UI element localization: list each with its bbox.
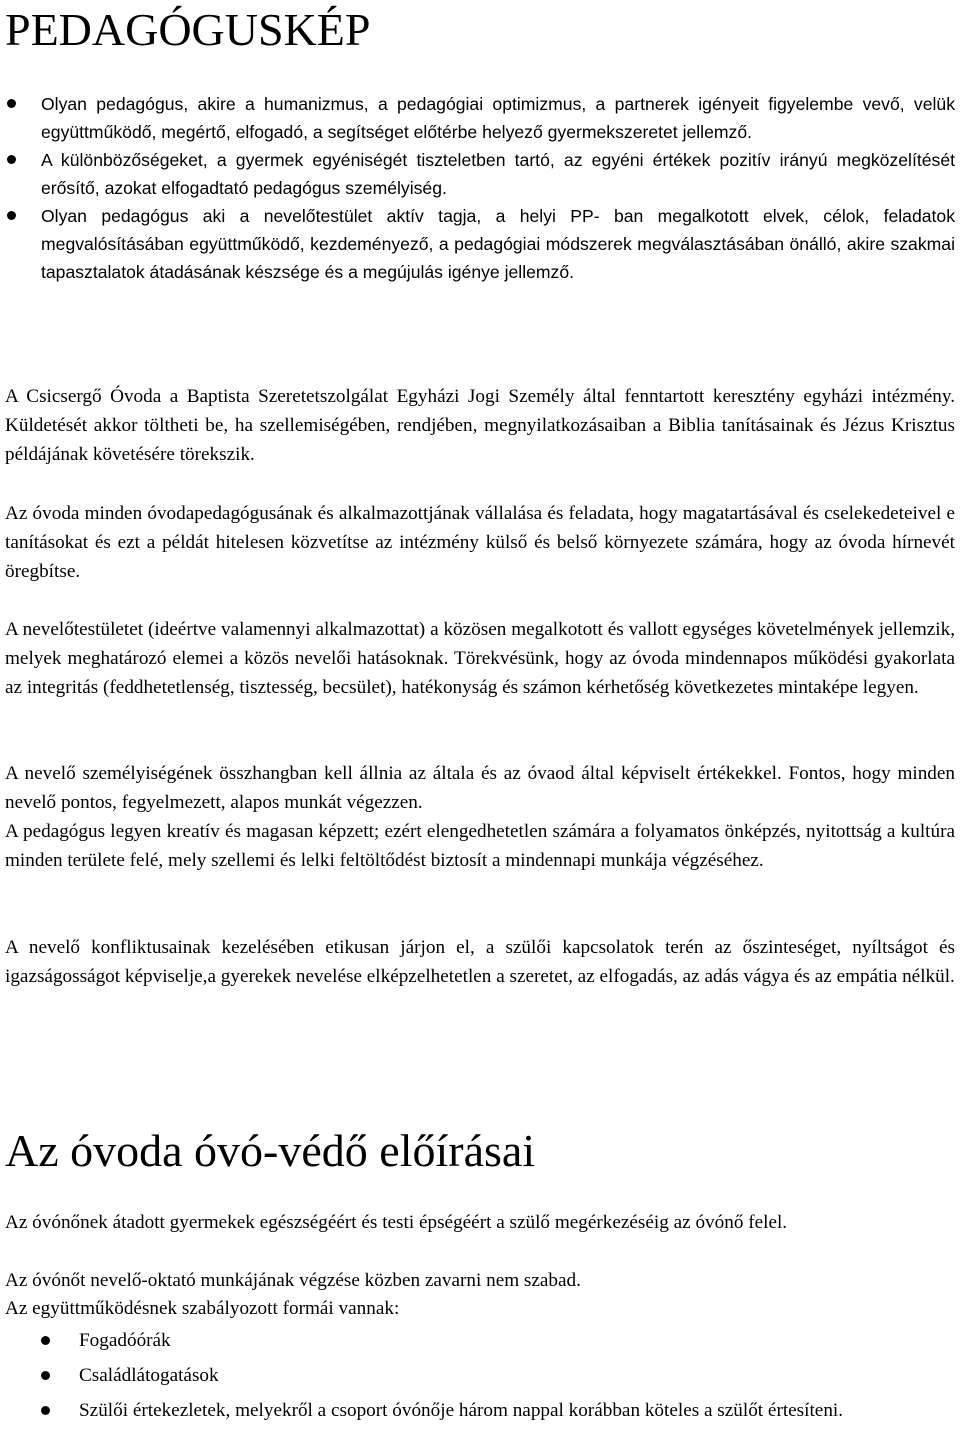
paragraph-creativity: A pedagógus legyen kreatív és magasan képzett; ezért elengedhetetlen számára a folyamatos önképzés, nyitottság a kultúra minden területe felé, mely szellemi és lelki feltöltődést biztosít a mindennapi munkája végzéséhez. <box>5 821 955 871</box>
cooperation-forms-list <box>0 1326 960 1431</box>
section-heading: Az óvoda óvó-védő előírásai <box>5 1125 536 1176</box>
paragraph-conflicts: A nevelő konfliktusainak kezelésében etikusan járjon el, a szülői kapcsolatok terén az őszinteséget, nyíltságot és igazságosságot képviselje,a gyerekek nevelése elképzelhetetlen a szeretet, az elfogadás, az adás vágya és az empátia nélkül. <box>5 937 955 987</box>
list-item-text: Szülői értekezletek, melyekről a csoport óvónője három nappal korábban köteles a szülőt értesíteni. <box>79 1400 844 1421</box>
list-item-text: Olyan pedagógus aki a nevelőtestület aktív tagja, a helyi PP- ban megalkotott elvek, célok, feladatok megvalósításában együttműködő, kezdeményező, a pedagógiai módszerek megválasztásában önálló, akire szakmai tapasztalatok átadásának készsége és a megújulás igénye jellemző. <box>41 206 955 282</box>
bullet-icon <box>7 99 16 108</box>
list-item <box>0 1326 960 1355</box>
paragraph-disturbance: Az óvónőt nevelő-oktató munkájának végzése közben zavarni nem szabad. <box>5 1270 581 1291</box>
bullet-icon <box>41 1336 50 1345</box>
pedagogue-traits-list <box>0 90 960 286</box>
list-item <box>0 1361 960 1390</box>
list-item <box>0 90 960 146</box>
bullet-icon <box>41 1406 50 1415</box>
bullet-icon <box>41 1371 50 1380</box>
list-item-text: Olyan pedagógus, akire a humanizmus, a pedagógiai optimizmus, a partnerek igényeit figyelembe vevő, velük együttműködő, megértő, elfogadó, a segítséget előtérbe helyező gyermekszeretet jellemző. <box>41 94 955 142</box>
paragraph-commitment: Az óvoda minden óvodapedagógusának és alkalmazottjának vállalása és feladata, hogy magatartásával és cselekedeteivel e tanításokat és ezt a példát hitelesen közvetítse az intézmény külső és belső környezete számára, hogy az óvoda hírnevét öregbítse. <box>5 503 955 582</box>
list-item <box>0 1396 960 1425</box>
list-item-text: Fogadóórák <box>79 1330 171 1351</box>
paragraph-responsibility: Az óvónőnek átadott gyermekek egészségéért és testi épségéért a szülő megérkezéséig az óvónő felel. <box>5 1212 788 1233</box>
page-title: PEDAGÓGUSKÉP <box>5 4 371 55</box>
paragraph-institution: A Csicsergő Óvoda a Baptista Szeretetszolgálat Egyházi Jogi Személy által fenntartott keresztény egyházi intézmény. Küldetését akkor töltheti be, ha szellemiségében, rendjében, megnyilatkozásaiban a Biblia tanításainak és Jézus Krisztus példájának követésére törekszik. <box>5 386 955 465</box>
list-item-text: Családlátogatások <box>79 1365 219 1386</box>
paragraph-staff: A nevelőtestületet (ideértve valamennyi alkalmazottat) a közösen megalkotott és vallott egységes követelmények jellemzik, melyek meghatározó elemei a közös nevelői hatásoknak. Törekvésünk, hogy az óvoda mindennapos működési gyakorlata az integritás (feddhetetlenség, tisztesség, becsület), hatékonyság és számon kérhetőség következetes mintaképe legyen. <box>5 619 955 698</box>
list-item <box>0 202 960 286</box>
list-item-text: A különbözőségeket, a gyermek egyéniségét tiszteletben tartó, az egyéni értékek pozitív irányú megközelítését erősítő, azokat elfogadtató pedagógus személyiség. <box>41 150 955 198</box>
bullet-icon <box>7 155 16 164</box>
bullet-icon <box>7 211 16 220</box>
paragraph-cooperation: Az együttműködésnek szabályozott formái vannak: <box>5 1298 400 1319</box>
list-item <box>0 146 960 202</box>
paragraph-personality: A nevelő személyiségének összhangban kell állnia az általa és az óvaod által képviselt értékekkel. Fontos, hogy minden nevelő pontos, fegyelmezett, alapos munkát végezzen. <box>5 763 955 813</box>
